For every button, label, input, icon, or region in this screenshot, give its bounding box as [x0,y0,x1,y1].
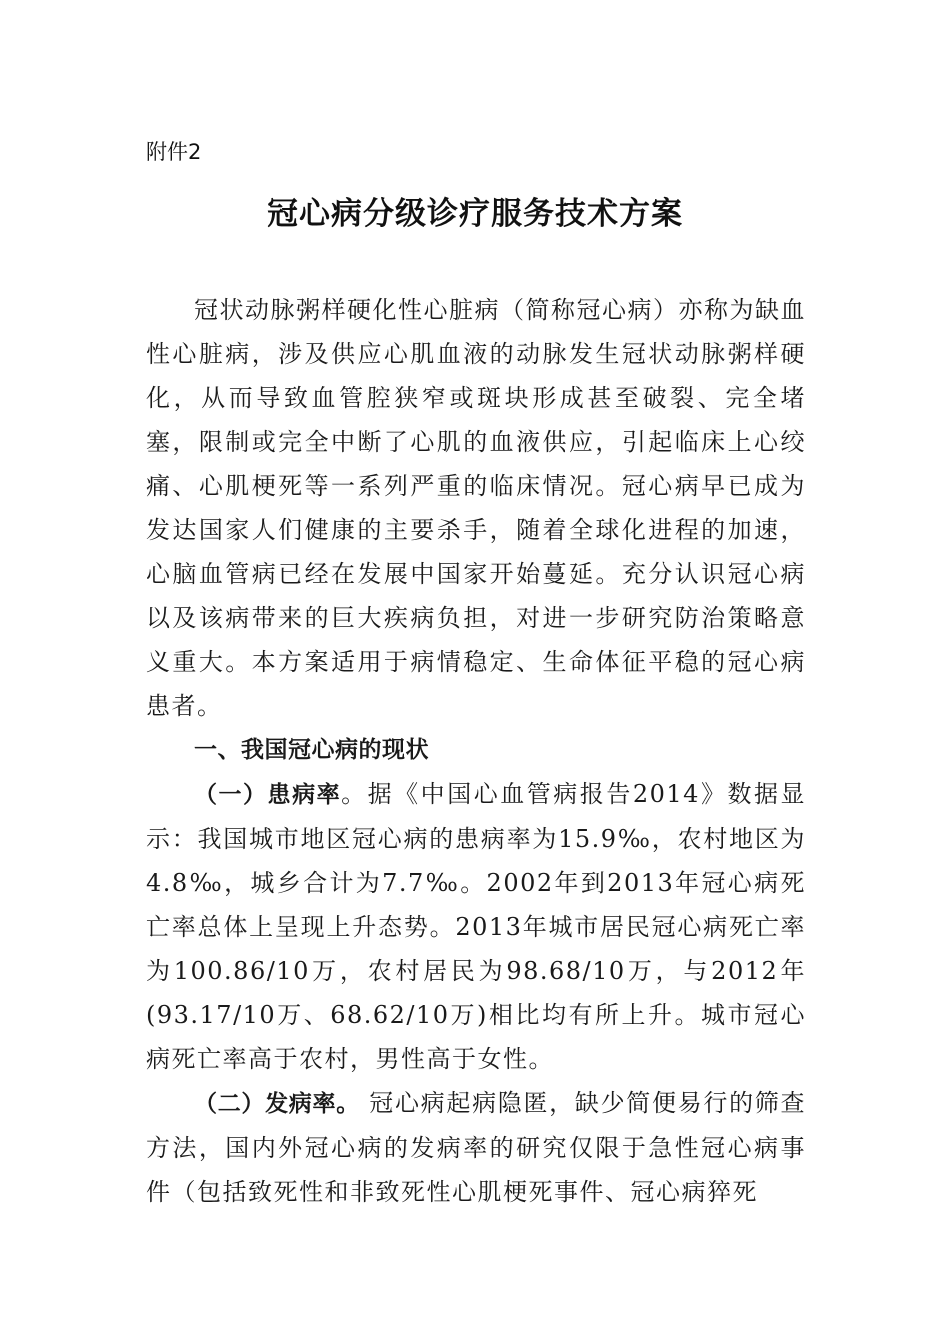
prevalence-text: 。据《中国心血管病报告2014》数据显示：我国城市地区冠心病的患病率为15.9‰，农村地区为4.8‰，城乡合计为7.7‰。2002年到2013年冠心病死亡率总体上呈现上升态势。2013年城市居民冠心病死亡率为100.86/10万，农村居民为98.68/10万，与2012年(93.17/10万、68.62/10万)相比均有所上升。城市冠心病死亡率高于农村，男性高于女性。 [146,780,807,1073]
prevalence-paragraph [146,772,806,1081]
document-title: 冠心病分级诊疗服务技术方案 [267,196,683,232]
intro-paragraph: 冠状动脉粥样硬化性心脏病（简称冠心病）亦称为缺血性心脏病，涉及供应心肌血液的动脉发生冠状动脉粥样硬化，从而导致血管腔狭窄或斑块形成甚至破裂、完全堵塞，限制或完全中断了心肌的血液供应，引起临床上心绞痛、心肌梗死等一系列严重的临床情况。冠心病早已成为发达国家人们健康的主要杀手，随着全球化进程的加速，心脑血管病已经在发展中国家开始蔓延。充分认识冠心病以及该病带来的巨大疾病负担，对进一步研究防治策略意义重大。本方案适用于病情稳定、生命体征平稳的冠心病患者。 [146,296,806,720]
incidence-text: 冠心病起病隐匿，缺少简便易行的筛查方法，国内外冠心病的发病率的研究仅限于急性冠心病事件（包括致死性和非致死性心肌梗死事件、冠心病猝死 [146,1089,806,1206]
attachment-label: 附件2 [146,140,202,164]
document-body [146,288,806,1214]
section-heading: 一、我国冠心病的现状 [194,737,429,763]
incidence-paragraph [146,1081,806,1214]
prevalence-subheading: （一）患病率 [194,782,342,808]
incidence-subheading: （二）发病率。 [194,1091,360,1117]
